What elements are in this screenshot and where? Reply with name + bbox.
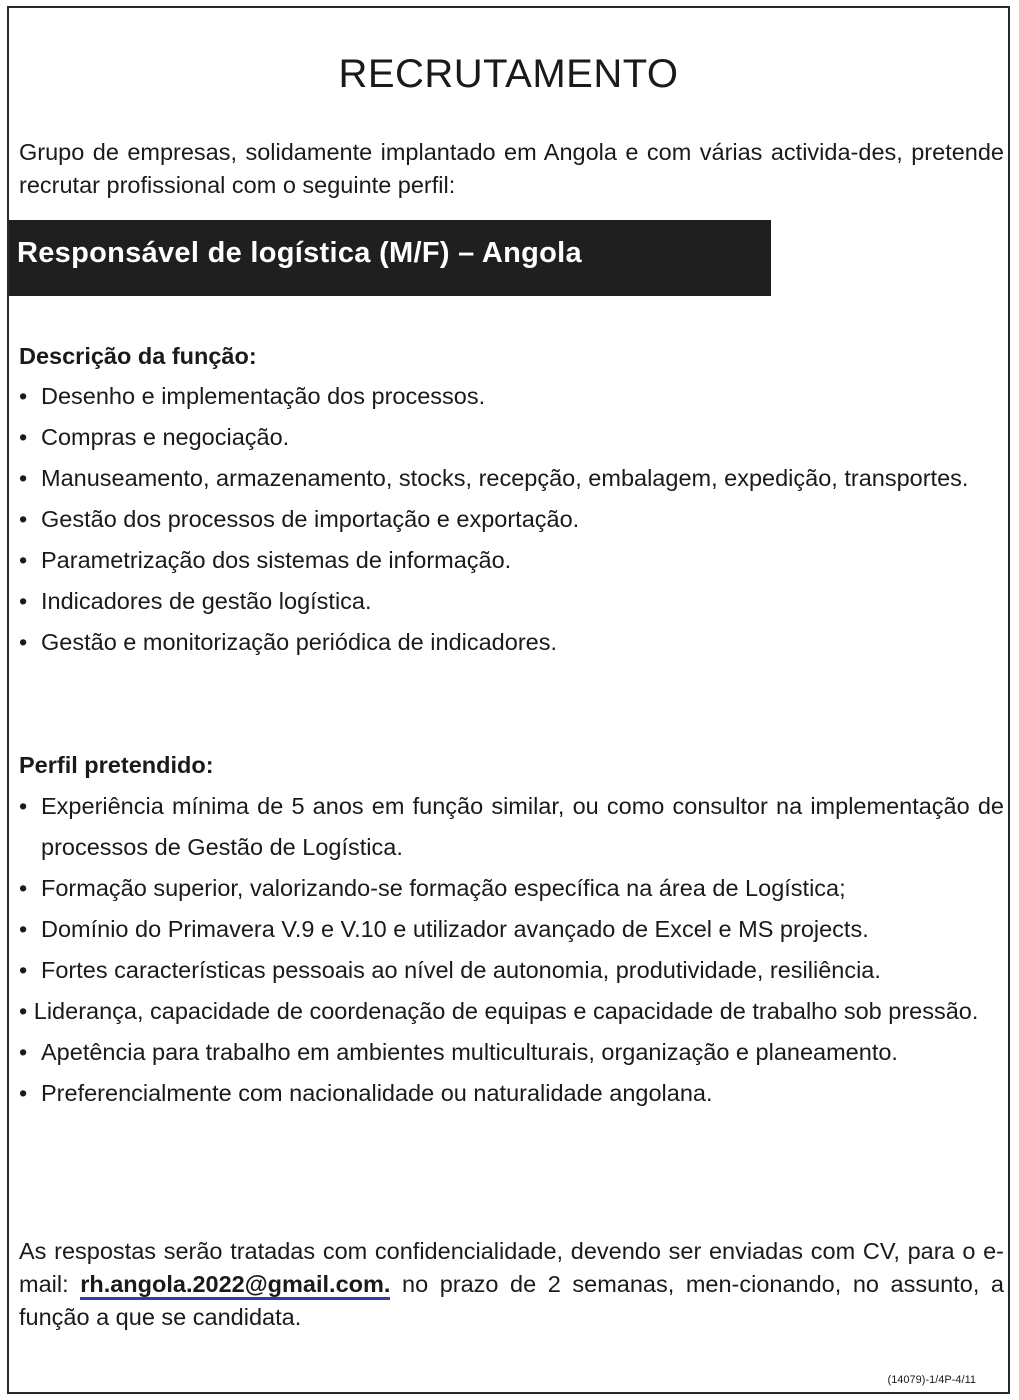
closing-paragraph: As respostas serão tratadas com confidencialidade, devendo ser enviadas com CV, para o e-mail: rh.angola.2022@gmail.com. no prazo de 2 semanas, men-cionando, no assunto, a função a que se candidata. — [19, 1238, 1004, 1330]
bullet-icon: • — [19, 957, 28, 983]
bullet-icon: • — [19, 793, 28, 819]
bullet-icon: • — [19, 916, 28, 942]
position-banner — [7, 220, 771, 296]
bullet-icon: • — [19, 1080, 28, 1106]
list-item: • Indicadores de gestão logística. — [19, 581, 1004, 622]
list-item: • Formação superior, valorizando-se formação específica na área de Logística; — [19, 868, 1004, 909]
list-item: • Preferencialmente com nacionalidade ou naturalidade angolana. — [19, 1073, 1004, 1114]
bullet-icon: • — [19, 629, 28, 655]
list-item: • Gestão e monitorização periódica de indicadores. — [19, 622, 1004, 663]
profile-list — [19, 786, 1004, 1114]
bullet-icon: • — [19, 1039, 28, 1065]
list-item: • Desenho e implementação dos processos. — [19, 376, 1004, 417]
description-list — [19, 376, 1004, 663]
bullet-icon: • — [19, 547, 28, 573]
email-link[interactable]: rh.angola.2022@gmail.com. — [80, 1271, 390, 1300]
bullet-icon: • — [19, 998, 28, 1024]
bullet-icon: • — [19, 383, 28, 409]
bullet-icon: • — [19, 506, 28, 532]
bullet-icon: • — [19, 424, 28, 450]
ad-frame — [7, 6, 1010, 1394]
ad-title: RECRUTAMENTO — [338, 52, 679, 96]
list-item: • Liderança, capacidade de coordenação de equipas e capacidade de trabalho sob pressão. — [19, 998, 979, 1024]
list-item: • Fortes características pessoais ao nível de autonomia, produtividade, resiliência. — [19, 950, 1004, 991]
list-item: • Apetência para trabalho em ambientes multiculturais, organização e planeamento. — [19, 1032, 1004, 1073]
position-title: Responsável de logística (M/F) – Angola — [17, 237, 582, 269]
bullet-icon: • — [19, 875, 28, 901]
list-item: • Gestão dos processos de importação e exportação. — [19, 499, 1004, 540]
list-item: • Parametrização dos sistemas de informação. — [19, 540, 1004, 581]
ad-reference: (14079)-1/4P-4/11 — [887, 1374, 976, 1386]
bullet-icon: • — [19, 465, 28, 491]
list-item: • Domínio do Primavera V.9 e V.10 e utilizador avançado de Excel e MS projects. — [19, 909, 1004, 950]
list-item: • Compras e negociação. — [19, 417, 1004, 458]
intro-paragraph: Grupo de empresas, solidamente implantado em Angola e com várias activida-des, pretende recrutar profissional com o seguinte perfil: — [19, 139, 1004, 198]
bullet-icon: • — [19, 588, 28, 614]
list-item: • Manuseamento, armazenamento, stocks, recepção, embalagem, expedição, transportes. — [19, 458, 1004, 499]
profile-heading: Perfil pretendido: — [19, 752, 214, 778]
description-heading: Descrição da função: — [19, 343, 257, 369]
list-item: • Experiência mínima de 5 anos em função similar, ou como consultor na implementação de processos de Gestão de Logística. — [19, 786, 1004, 868]
